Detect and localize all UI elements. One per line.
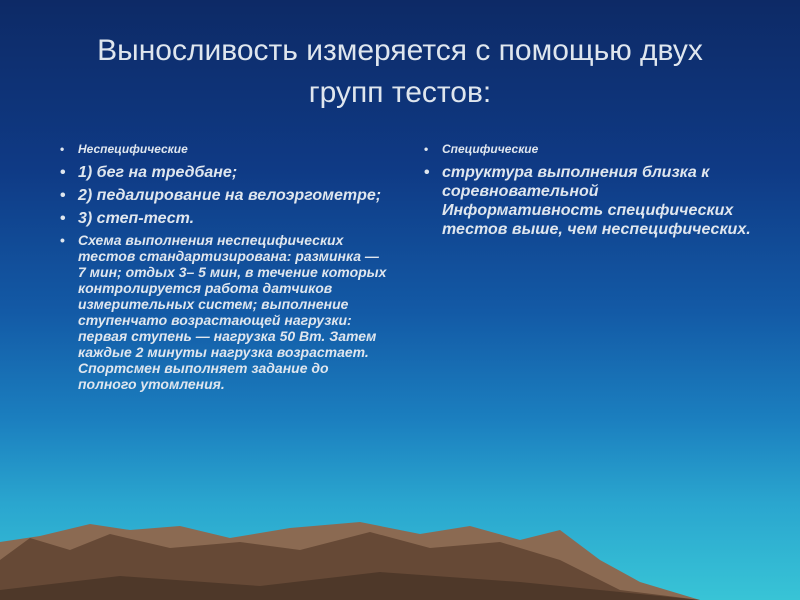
bullet-icon: • bbox=[60, 232, 65, 248]
bullet-icon: • bbox=[424, 164, 430, 181]
bullet-icon: • bbox=[60, 210, 66, 227]
left-heading-text: Неспецифические bbox=[78, 142, 188, 156]
right-heading-text: Специфические bbox=[442, 142, 539, 156]
right-paragraph-text: структура выполнения близка к соревновательной Информативность специфических тестов выше, чем неспецифических. bbox=[442, 164, 751, 238]
bullet-icon: • bbox=[60, 142, 65, 156]
bullet-icon: • bbox=[60, 187, 66, 204]
left-item-2 bbox=[60, 186, 390, 205]
right-column bbox=[424, 142, 764, 243]
left-item-1-text: 1) бег на тредбане; bbox=[78, 164, 238, 181]
left-item-2-text: 2) педалирование на велоэргометре; bbox=[78, 187, 382, 204]
slide-title bbox=[40, 30, 760, 114]
left-item-3 bbox=[60, 209, 390, 228]
left-column bbox=[60, 142, 390, 392]
mountains-image bbox=[0, 520, 800, 600]
left-item-3-text: 3) степ-тест. bbox=[78, 210, 195, 227]
left-item-1 bbox=[60, 163, 390, 182]
left-paragraph bbox=[60, 232, 390, 392]
right-heading bbox=[424, 142, 764, 157]
left-heading bbox=[60, 142, 390, 157]
title-line-1: Выносливость измеряется с помощью двух bbox=[97, 34, 703, 67]
bullet-icon: • bbox=[60, 164, 66, 181]
title-line-2: групп тестов: bbox=[308, 76, 492, 109]
right-paragraph bbox=[424, 163, 764, 239]
left-paragraph-text: Схема выполнения неспецифических тестов стандартизирована: разминка — 7 мин; отдых 3– 5 мин, в течение которых контролируется работа датчиков измерительных систем; выполнение ступенчато возрастающей нагрузки: первая ступень — нагрузка 50 Вт. Затем каждые 2 минуты нагрузка возрастает. Спортсмен выполняет задание до полного утомления. bbox=[78, 232, 387, 392]
bullet-icon: • bbox=[424, 142, 429, 156]
